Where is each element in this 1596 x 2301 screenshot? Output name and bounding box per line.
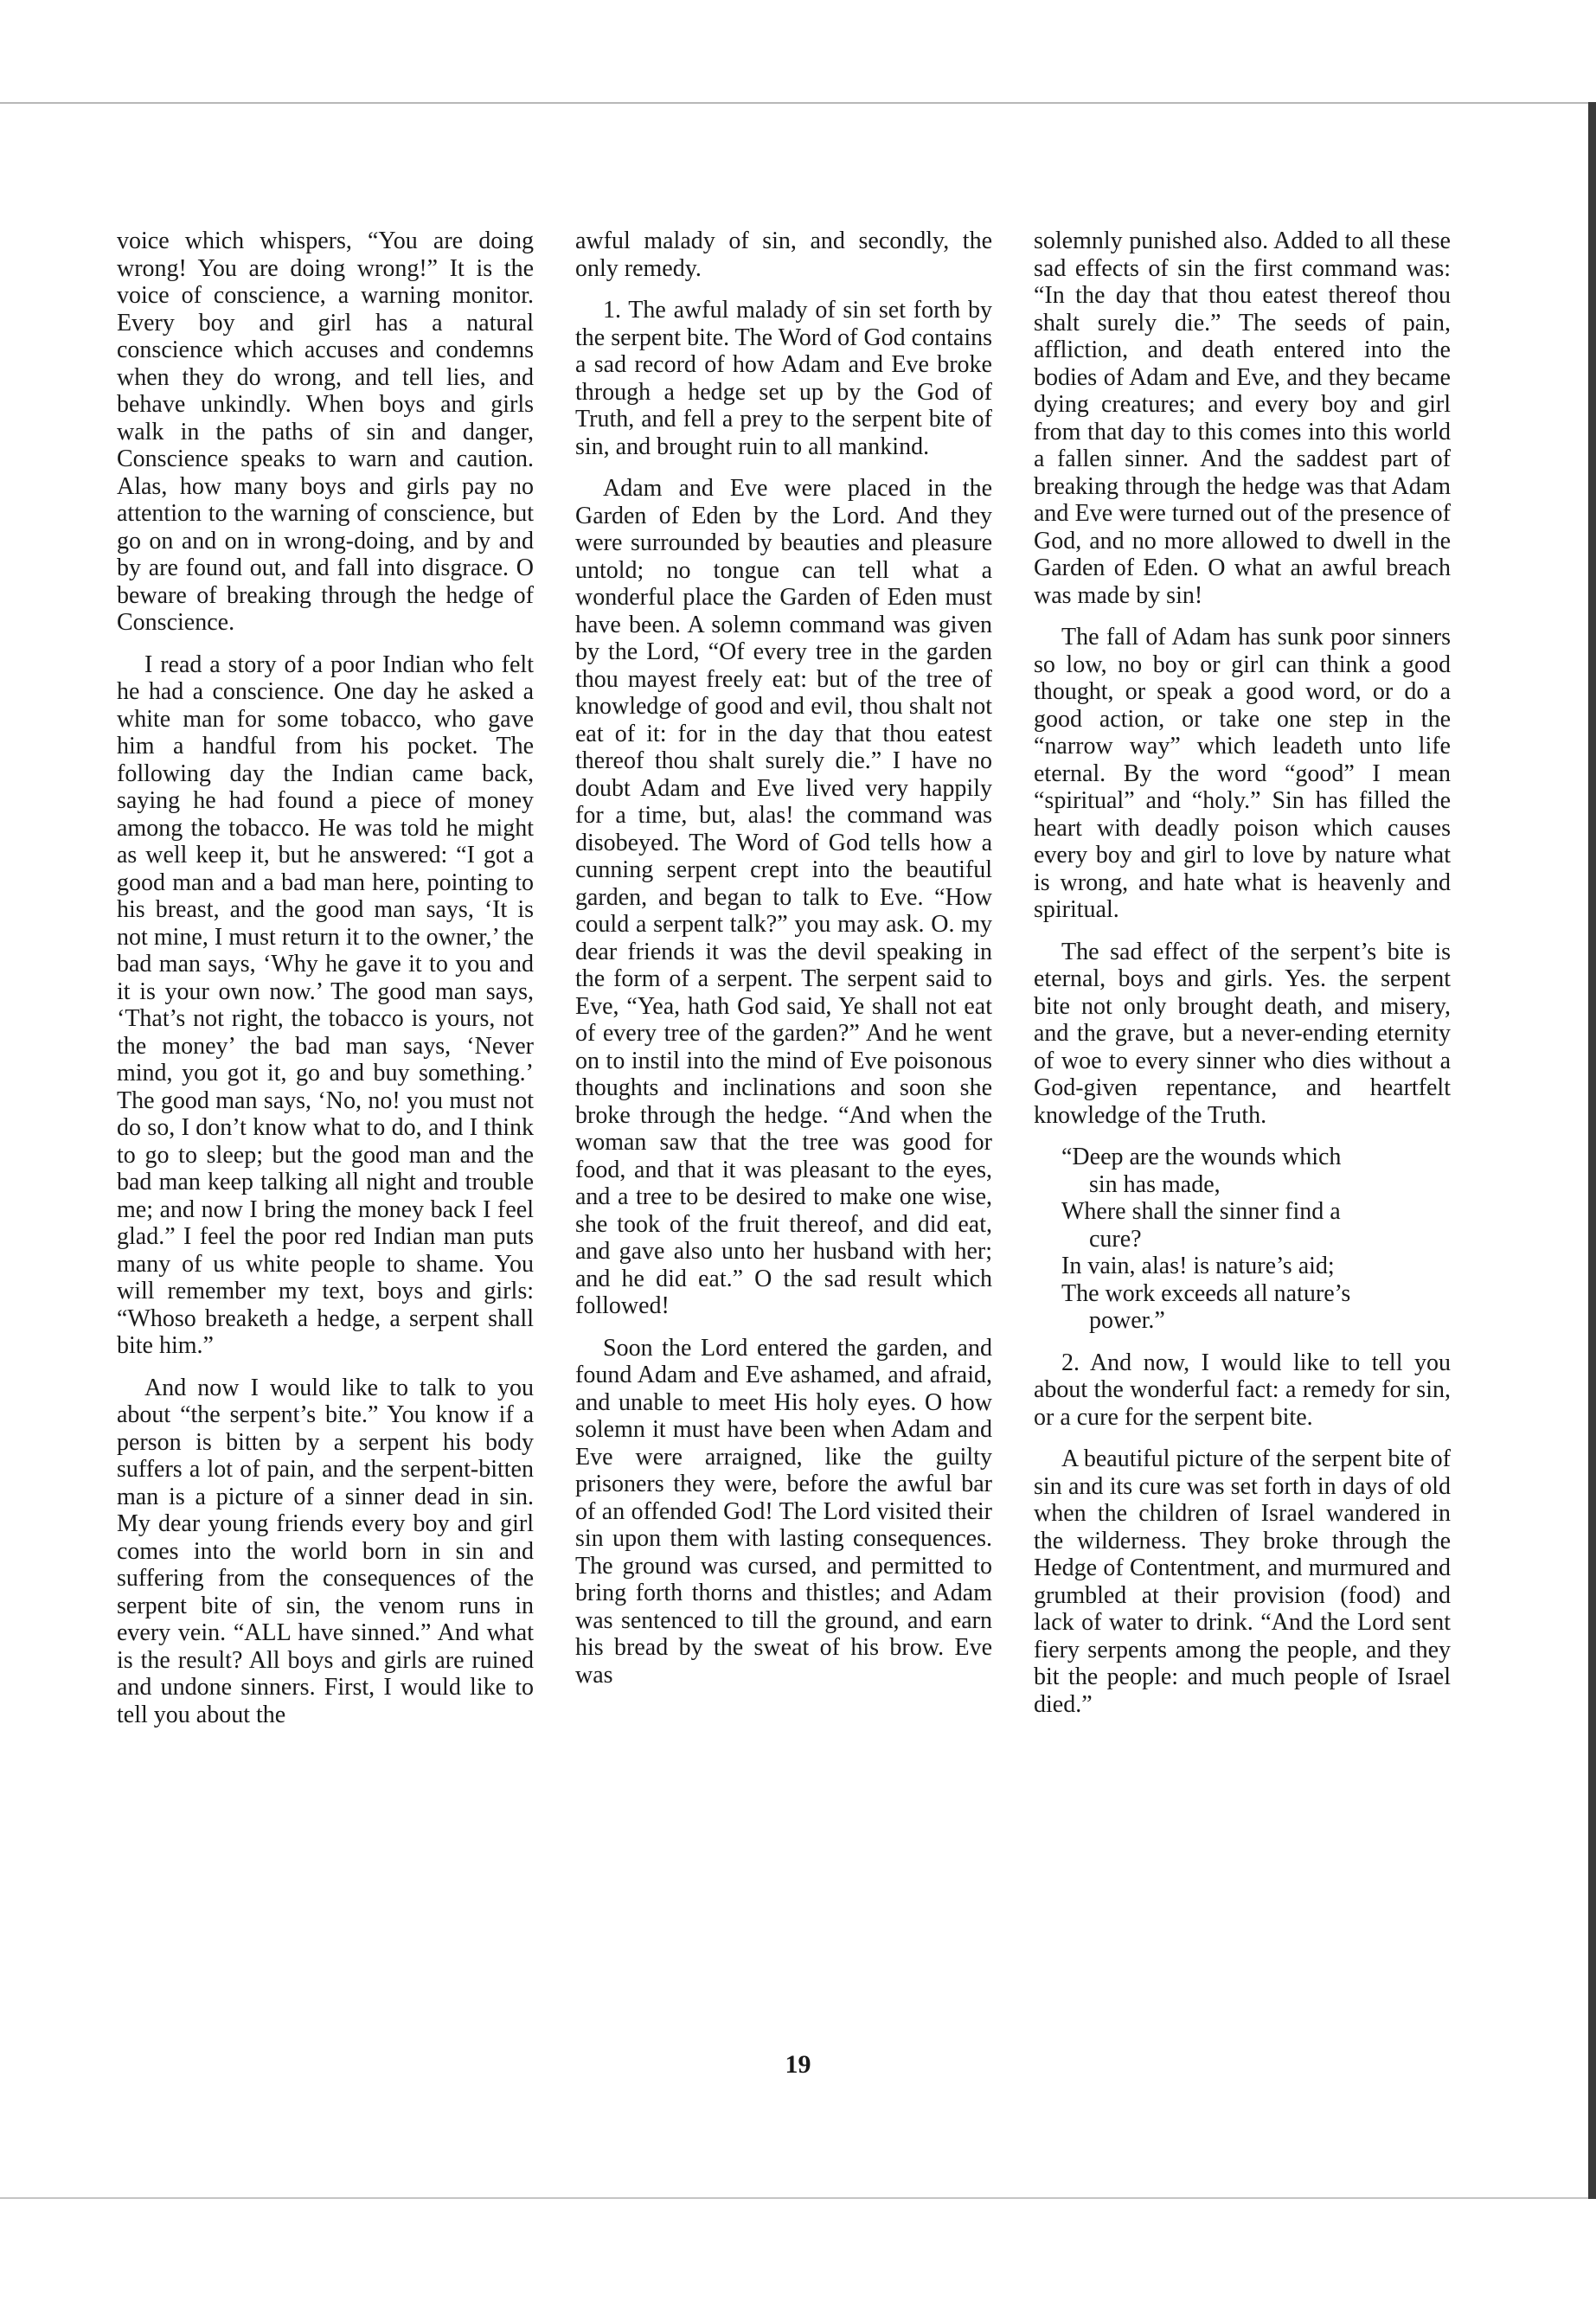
verse-line: “Deep are the wounds which: [1061, 1144, 1342, 1170]
paragraph: voice which whispers, “You are doing wrong! You are doing wrong!” It is the voice of conscience, a warning monitor. Every boy and girl has a natural conscience which accuses and condemns when they do wrong, and tell lies, and behave unkindly. When boys and girls walk in the paths of sin and danger, Conscience speaks to warn and caution. Alas, how many boys and girls pay no attention to the warning of conscience, but go on and on in wrong-doing, and by and by are found out, and fall into disgrace. O beware of breaking through the hedge of Conscience.: [117, 228, 534, 636]
paragraph: solemnly punished also. Added to all these sad effects of sin the first command was: “In the day that thou eatest thereof thou shalt surely die.” The seeds of pain, affliction, and death entered into the bodies of Adam and Eve, and they became dying creatures; and every boy and girl from that day to this comes into this world a fallen sinner. And the saddest part of breaking through the hedge was that Adam and Eve were turned out of the presence of God, and no more allowed to dwell in the Garden of Eden. O what an awful breach was made by sin!: [1034, 228, 1451, 609]
paragraph: The fall of Adam has sunk poor sinners so low, no boy or girl can think a good thought, or speak a good word, or do a good action, or take one step in the “narrow way” which leadeth unto life eternal. By the word “good” I mean “spiritual” and “holy.” Sin has filled the heart with deadly poison which causes every boy and girl to love by nature what is wrong, and hate what is heavenly and spiritual.: [1034, 624, 1451, 923]
scan-edge-top: [0, 102, 1596, 104]
verse-line: In vain, alas! is nature’s aid;: [1061, 1253, 1335, 1279]
paragraph: I read a story of a poor Indian who felt he had a conscience. One day he asked a white man for some tobacco, who gave him a handful from his pocket. The following day the Indian came back, saying he had found a piece of money among the tobacco. He was told he might as well keep it, but he answered: “I got a good man and a bad man here, pointing to his breast, and the good man says, ‘It is not mine, I must return it to the owner,’ the bad man says, ‘Why he gave it to you and it is your own now.’ The good man says, ‘That’s not right, the tobacco is yours, not the money’ the bad man says, ‘Never mind, you got it, go and buy something.’ The good man says, ‘No, no! you must not do so, I don’t know what to do, and I think to go to sleep; but the good man and the bad man keep talking all night and trouble me; and now I bring the money back I feel glad.” I feel the poor red Indian man puts many of us white people to shame. You will remember my text, boys and girls: “Whoso breaketh a hedge, a serpent shall bite him.”: [117, 651, 534, 1359]
verse-line: power.”: [1089, 1307, 1165, 1334]
scan-edge-bottom: [0, 2197, 1596, 2199]
paragraph: And now I would like to talk to you about “the serpent’s bite.” You know if a person is bitten by a serpent his body suffers a lot of pain, and the serpent-bitten man is a picture of a sinner dead in sin. My dear young friends every boy and girl comes into the world born in sin and suffering from the consequences of the serpent bite of sin, the venom runs in every vein. “ALL have sinned.” And what is the result? All boys and girls are ruined and undone sinners. First, I would like to tell you about the: [117, 1374, 534, 1728]
text-column-middle: [575, 228, 992, 1703]
paragraph: Soon the Lord entered the garden, and found Adam and Eve ashamed, and afraid, and unable to meet His holy eyes. O how solemn it must have been when Adam and Eve were arraigned, like the guilty prisoners they were, before the awful bar of an offended God! The Lord visited their sin upon them with lasting consequences. The ground was cursed, and permitted to bring forth thorns and thistles; and Adam was sentenced to till the ground, and earn his bread by the sweat of his brow. Eve was: [575, 1334, 992, 1689]
paragraph: 1. The awful malady of sin set forth by the serpent bite. The Word of God contains a sad record of how Adam and Eve broke through a hedge set up by the God of Truth, and fell a prey to the serpent bite of sin, and brought ruin to all mankind.: [575, 297, 992, 460]
hymn-verse: [1034, 1144, 1451, 1335]
paragraph: A beautiful picture of the serpent bite of sin and its cure was set forth in days of old when the children of Israel wandered in the wilderness. They broke through the Hedge of Contentment, and murmured and grumbled at their provision (food) and lack of water to drink. “And the Lord sent fiery serpents among the people, and they bit the people: and much people of Israel died.”: [1034, 1445, 1451, 1718]
verse-line: Where shall the sinner find a: [1061, 1198, 1341, 1225]
verse-line: cure?: [1089, 1225, 1142, 1253]
paragraph: 2. And now, I would like to tell you about the wonderful fact: a remedy for sin, or a cure for the serpent bite.: [1034, 1349, 1451, 1431]
verse-line: sin has made,: [1089, 1170, 1221, 1198]
paragraph: The sad effect of the serpent’s bite is eternal, boys and girls. Yes. the serpent bite not only brought death, and misery, and the grave, but a never-ending eternity of woe to every sinner who dies without a God-given repentance, and heartfelt knowledge of the Truth.: [1034, 938, 1451, 1129]
paragraph: Adam and Eve were placed in the Garden of Eden by the Lord. And they were surrounded by beauties and pleasure untold; no tongue can tell what a wonderful place the Garden of Eden must have been. A solemn command was given by the Lord, “Of every tree in the garden thou mayest freely eat: but of the tree of knowledge of good and evil, thou shalt not eat of it: for in the day that thou eatest thereof thou shalt surely die.” I have no doubt Adam and Eve lived very happily for a time, but, alas! the command was disobeyed. The Word of God tells how a cunning serpent crept into the beautiful garden, and began to talk to Eve. “How could a serpent talk?” you may ask. O. my dear friends it was the devil speaking in the form of a serpent. The serpent said to Eve, “Yea, hath God said, Ye shall not eat of every tree of the garden?” And he went on to instil into the mind of Eve poisonous thoughts and inclinations and soon she broke through the hedge. “And when the woman saw that the tree was good for food, and that it was pleasant to the eyes, and a tree to be desired to make one wise, she took of the fruit thereof, and did eat, and gave also unto her husband with her; and he did eat.” O the sad result which followed!: [575, 475, 992, 1319]
text-column-left: [117, 228, 534, 1743]
page-number: 19: [785, 2050, 811, 2079]
scan-edge-right: [1588, 102, 1596, 2199]
text-column-right: [1034, 228, 1451, 1733]
verse-line: The work exceeds all nature’s: [1061, 1279, 1351, 1307]
paragraph: awful malady of sin, and secondly, the only remedy.: [575, 228, 992, 282]
